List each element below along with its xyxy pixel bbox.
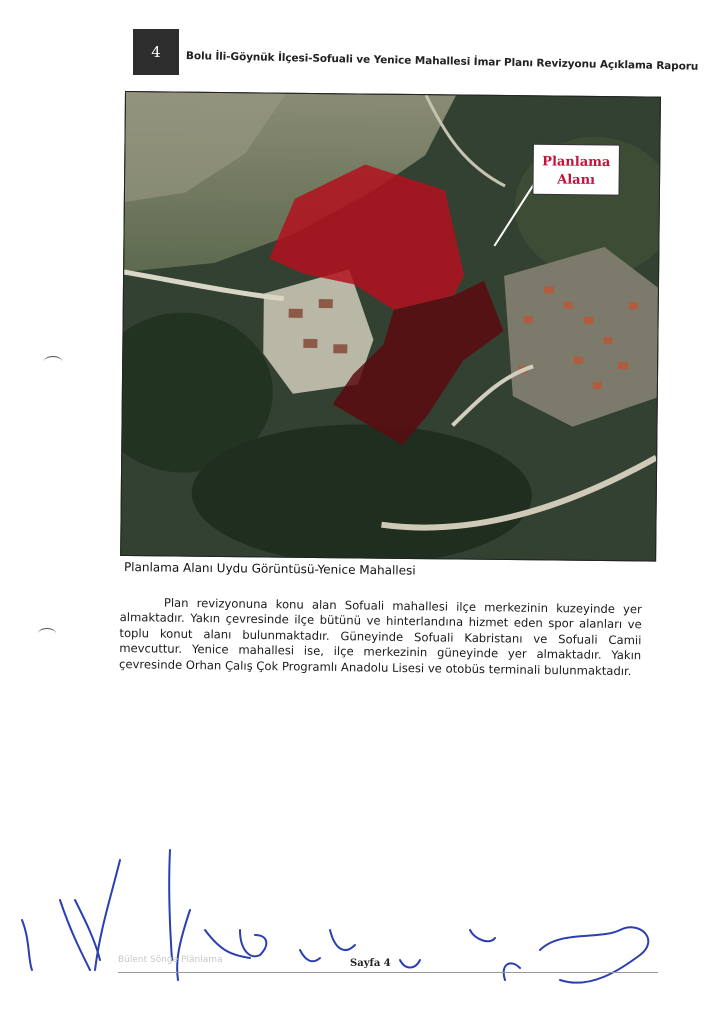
- binder-hole-top: [44, 356, 62, 367]
- signature-1: [22, 920, 32, 970]
- signature-2: [60, 860, 120, 970]
- signature-5: [300, 930, 355, 961]
- footer-faint-text: Bülent Sönge Plânlama: [118, 955, 223, 965]
- callout-label-line2: Alanı: [557, 172, 596, 188]
- page-number-box: [133, 29, 179, 75]
- binder-hole-bottom: [38, 628, 56, 639]
- village-east: [503, 246, 659, 428]
- satellite-map: [121, 92, 660, 561]
- footer-rule: [118, 972, 658, 973]
- body-paragraph: Plan revizyonuna konu alan Sofuali mahallesi ilçe merkezinin kuzeyinde yer almaktadır. Yakın çevresinde ilçe bütünü ve hinterlandına hizmet eden spor alanları ve toplu konut alanı bulunmaktadır. Güneyinde Sofuali Kabristanı ve Sofuali Camii mevcuttur. Yenice mahallesi ise, ilçe merkezinin güneyinde yer almaktadır. Yakın çevresinde Orhan Çalış Çok Programlı Anadolu Lisesi ve otobüs terminali bulunmaktadır.: [118, 595, 642, 678]
- page-number: 4: [151, 43, 161, 61]
- satellite-image: [120, 91, 661, 562]
- signatures: [0, 840, 725, 1010]
- footer-page-label: Sayfa 4: [350, 958, 391, 969]
- signature-8: [540, 927, 648, 982]
- figure-caption: Planlama Alanı Uydu Görüntüsü-Yenice Mahallesi: [123, 560, 416, 578]
- signature-4: [240, 930, 266, 956]
- callout-label-line1: Planlama: [542, 154, 611, 171]
- report-title: Bolu İli-Göynük İlçesi-Sofuali ve Yenice Mahallesi İmar Planı Revizyonu Açıklama Raporu: [185, 50, 699, 73]
- signature-6: [400, 960, 420, 968]
